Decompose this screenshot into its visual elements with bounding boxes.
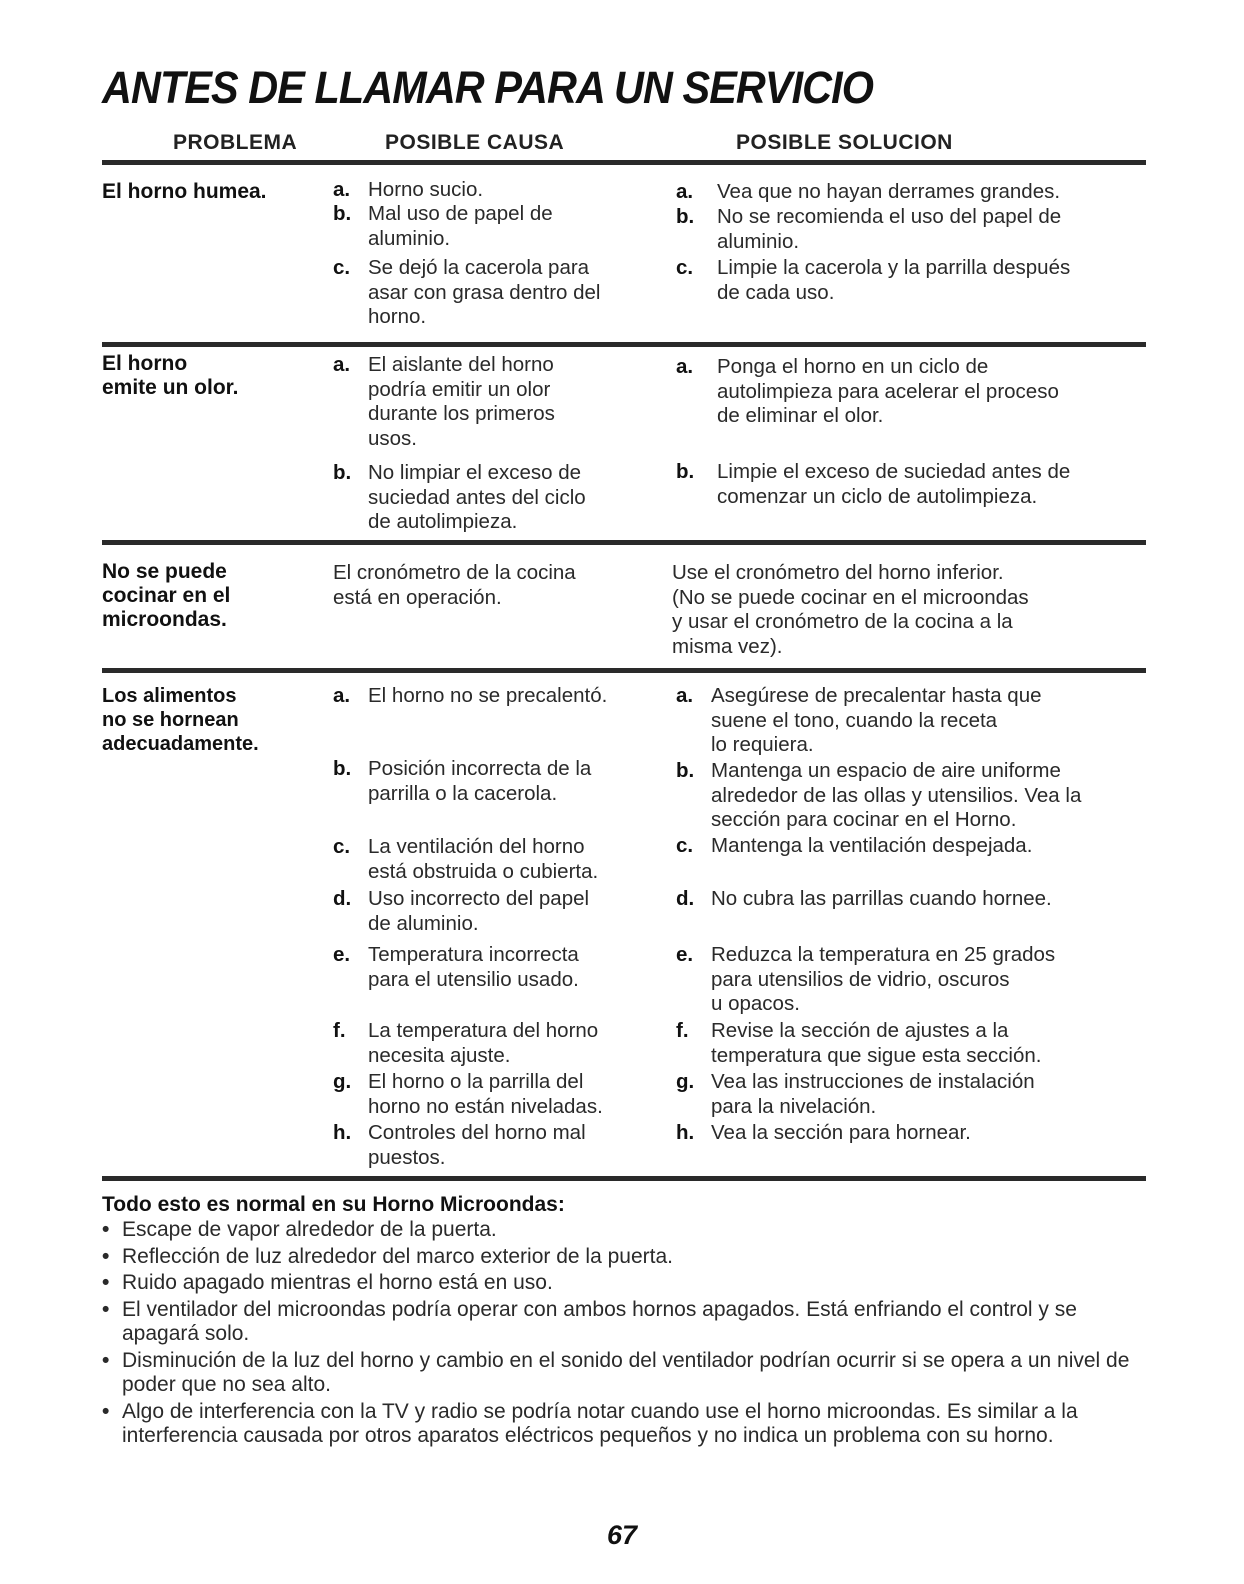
item-letter: c. xyxy=(333,835,351,858)
problem-line: emite un olor. xyxy=(102,376,239,399)
item-line: asar con grasa dentro del xyxy=(368,280,601,304)
item-line: podría emitir un olor xyxy=(368,377,551,401)
solution-item xyxy=(676,1019,1041,1068)
item-line: suciedad antes del ciclo xyxy=(368,485,586,509)
item-line: sección para cocinar en el Horno. xyxy=(711,808,1017,831)
list-item xyxy=(102,1245,1146,1270)
item-line: Revise la sección de ajustes a la xyxy=(711,1019,1009,1042)
item-line: La ventilación del horno xyxy=(368,835,585,858)
item-line: de autolimpieza. xyxy=(368,510,518,533)
solution-item xyxy=(676,355,1059,429)
solution-item xyxy=(676,180,1060,205)
cause-item xyxy=(333,1070,603,1119)
divider xyxy=(102,160,1146,165)
item-letter: b. xyxy=(676,759,695,782)
item-line: El cronómetro de la cocina xyxy=(333,561,576,584)
item-line: alrededor de las ollas y utensilios. Vea la xyxy=(711,783,1082,807)
item-line: No limpiar el exceso de xyxy=(368,461,582,484)
item-line: durante los primeros xyxy=(368,402,555,425)
solution-item xyxy=(676,256,1070,305)
item-line: Use el cronómetro del horno inferior. xyxy=(672,561,1004,584)
item-line: suene el tono, cuando la receta xyxy=(711,708,998,732)
item-line: No se recomienda el uso del papel de xyxy=(717,205,1062,228)
item-letter: c. xyxy=(676,256,694,279)
problem-microwave xyxy=(102,560,230,632)
divider xyxy=(102,540,1146,545)
normal-list xyxy=(102,1218,1146,1451)
item-line: de cada uso. xyxy=(717,280,835,304)
cause-item xyxy=(333,202,553,251)
problem-line: El horno xyxy=(102,352,188,375)
item-line: aluminio. xyxy=(717,229,800,253)
problem-baking xyxy=(102,684,259,756)
list-item-text: Disminución de la luz del horno y cambio en el sonido del ventilador podrían ocurrir si se opera a un nivel de poder que no sea alto. xyxy=(122,1348,1130,1396)
item-letter: h. xyxy=(676,1121,695,1144)
problem-odor xyxy=(102,352,239,400)
item-line: horno. xyxy=(368,305,427,328)
item-letter: c. xyxy=(333,256,351,279)
cause-item xyxy=(333,1121,586,1170)
item-letter: d. xyxy=(333,887,352,910)
item-line: El aislante del horno xyxy=(368,353,554,376)
list-item-text: Ruido apagado mientras el horno está en uso. xyxy=(122,1271,553,1294)
page-title: ANTES DE LLAMAR PARA UN SERVICIO xyxy=(102,62,873,113)
solution-item xyxy=(676,1121,971,1146)
item-line: No cubra las parrillas cuando hornee. xyxy=(711,887,1052,910)
solution-item xyxy=(676,1070,1035,1119)
item-line: La temperatura del horno xyxy=(368,1019,599,1042)
divider xyxy=(102,668,1146,673)
problem-line: adecuadamente. xyxy=(102,733,259,755)
item-line: y usar el cronómetro de la cocina a la xyxy=(672,610,1013,633)
item-letter: a. xyxy=(333,684,351,707)
item-line: parrilla o la cacerola. xyxy=(368,781,558,805)
cause-item xyxy=(333,887,589,936)
item-line: Reduzca la temperatura en 25 grados xyxy=(711,943,1056,966)
item-line: El horno no se precalentó. xyxy=(368,684,608,707)
item-line: aluminio. xyxy=(368,226,451,250)
problem-line: microondas. xyxy=(102,608,227,631)
solution-item xyxy=(676,205,1061,254)
bullet-icon: • xyxy=(102,1297,110,1321)
item-line: Mantenga la ventilación despejada. xyxy=(711,834,1033,857)
cause-item xyxy=(333,1019,598,1068)
problem-smoke xyxy=(102,180,267,204)
item-line: Controles del horno mal xyxy=(368,1121,586,1144)
item-letter: f. xyxy=(676,1019,689,1042)
item-line: necesita ajuste. xyxy=(368,1043,511,1067)
item-letter: e. xyxy=(676,943,694,966)
item-line: Ponga el horno en un ciclo de xyxy=(717,355,989,378)
item-line: para el utensilio usado. xyxy=(368,967,579,991)
item-letter: h. xyxy=(333,1121,352,1144)
item-letter: a. xyxy=(333,178,351,201)
list-item-text: Algo de interferencia con la TV y radio se podría notar cuando use el horno microondas. Es similar a la interferencia causada por otros aparatos eléctricos pequeños y no indica un problema con su horno. xyxy=(122,1399,1078,1447)
item-line: misma vez). xyxy=(672,634,783,658)
list-item-text: Escape de vapor alrededor de la puerta. xyxy=(122,1218,497,1241)
divider xyxy=(102,342,1146,347)
problem-line: El horno humea. xyxy=(102,180,267,203)
list-item xyxy=(102,1400,1146,1449)
item-line: Limpie el exceso de suciedad antes de xyxy=(717,460,1071,483)
cause-item xyxy=(333,353,555,451)
item-line: Vea que no hayan derrames grandes. xyxy=(717,180,1061,203)
problem-line: no se hornean xyxy=(102,709,239,731)
item-letter: b. xyxy=(676,205,695,228)
solution-item xyxy=(676,943,1055,1017)
solution-item xyxy=(676,834,1032,859)
item-line: El horno o la parrilla del xyxy=(368,1070,584,1093)
item-line: Mantenga un espacio de aire uniforme xyxy=(711,759,1061,782)
item-line: para la nivelación. xyxy=(711,1094,877,1118)
header-solution: POSIBLE SOLUCION xyxy=(736,131,953,154)
item-line: (No se puede cocinar en el microondas xyxy=(672,585,1029,609)
header-problem: PROBLEMA xyxy=(173,131,298,154)
bullet-icon: • xyxy=(102,1348,110,1372)
item-letter: a. xyxy=(676,180,694,203)
problem-line: cocinar en el xyxy=(102,584,231,607)
list-item xyxy=(102,1271,1146,1296)
solution-item xyxy=(676,887,1052,912)
list-item-text: Reflección de luz alrededor del marco exterior de la puerta. xyxy=(122,1244,673,1268)
item-letter: g. xyxy=(676,1070,695,1093)
cause-item xyxy=(333,684,607,709)
item-line: Limpie la cacerola y la parrilla después xyxy=(717,256,1071,279)
item-line: de aluminio. xyxy=(368,911,479,935)
item-letter: e. xyxy=(333,943,351,966)
item-line: está obstruida o cubierta. xyxy=(368,859,599,883)
item-line: Posición incorrecta de la xyxy=(368,757,592,780)
item-line: usos. xyxy=(368,426,417,450)
bullet-icon: • xyxy=(102,1271,110,1294)
bullet-icon: • xyxy=(102,1244,110,1268)
item-line: lo requiera. xyxy=(711,733,814,756)
page-number: 67 xyxy=(606,1520,638,1550)
item-letter: a. xyxy=(676,355,694,378)
item-line: Vea la sección para hornear. xyxy=(711,1121,971,1144)
bullet-icon: • xyxy=(102,1218,110,1241)
item-letter: a. xyxy=(333,353,351,376)
item-letter: c. xyxy=(676,834,694,857)
item-line: comenzar un ciclo de autolimpieza. xyxy=(717,484,1038,508)
item-letter: d. xyxy=(676,887,695,910)
item-letter: b. xyxy=(333,202,352,225)
cause-item xyxy=(333,835,598,884)
solution-text xyxy=(672,561,1029,659)
item-line: autolimpieza para acelerar el proceso xyxy=(717,379,1059,403)
header-cause: POSIBLE CAUSA xyxy=(385,131,565,154)
list-item xyxy=(102,1298,1146,1347)
item-letter: a. xyxy=(676,684,694,707)
item-line: u opacos. xyxy=(711,992,800,1015)
solution-item xyxy=(676,759,1081,833)
item-line: Mal uso de papel de xyxy=(368,202,553,225)
item-line: Se dejó la cacerola para xyxy=(368,256,590,279)
item-letter: b. xyxy=(676,460,695,483)
item-letter: f. xyxy=(333,1019,346,1042)
problem-line: Los alimentos xyxy=(102,685,237,707)
divider xyxy=(102,1176,1146,1181)
item-line: de eliminar el olor. xyxy=(717,404,884,427)
item-line: está en operación. xyxy=(333,585,502,609)
cause-item xyxy=(333,256,600,330)
cause-item xyxy=(333,461,586,535)
item-line: Asegúrese de precalentar hasta que xyxy=(711,684,1042,707)
item-line: puestos. xyxy=(368,1145,446,1169)
problem-line: No se puede xyxy=(102,560,227,583)
item-letter: b. xyxy=(333,757,352,780)
bullet-icon: • xyxy=(102,1399,110,1423)
item-letter: b. xyxy=(333,461,352,484)
list-item xyxy=(102,1218,1146,1243)
list-item-text: El ventilador del microondas podría operar con ambos hornos apagados. Está enfriando el control y se apagará solo. xyxy=(122,1297,1077,1345)
cause-item xyxy=(333,178,483,203)
solution-item xyxy=(676,684,1042,758)
item-line: Horno sucio. xyxy=(368,178,484,201)
normal-section-title: Todo esto es normal en su Horno Microondas: xyxy=(102,1193,565,1216)
item-letter: g. xyxy=(333,1070,352,1093)
list-item xyxy=(102,1349,1146,1398)
cause-item xyxy=(333,757,591,806)
item-line: temperatura que sigue esta sección. xyxy=(711,1043,1042,1067)
item-line: para utensilios de vidrio, oscuros xyxy=(711,967,1010,991)
item-line: Uso incorrecto del papel xyxy=(368,887,590,910)
solution-item xyxy=(676,460,1070,509)
cause-text xyxy=(333,561,576,610)
item-line: horno no están niveladas. xyxy=(368,1094,603,1118)
cause-item xyxy=(333,943,579,992)
item-line: Vea las instrucciones de instalación xyxy=(711,1070,1035,1093)
item-line: Temperatura incorrecta xyxy=(368,943,579,966)
